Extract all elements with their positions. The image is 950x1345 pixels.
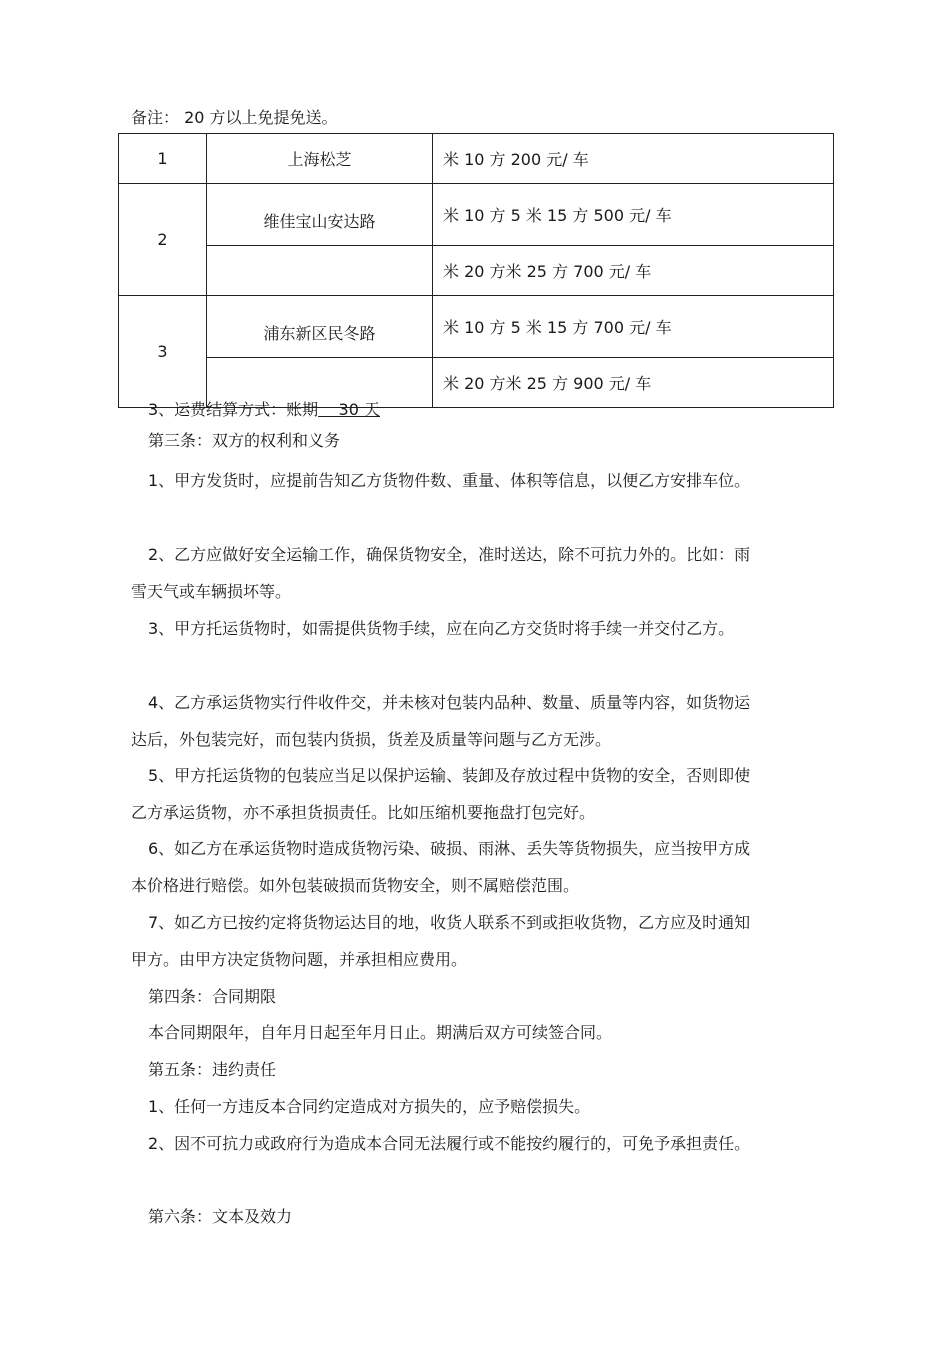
location-cell: 上海松芝: [207, 134, 433, 184]
rate-cell: 米 20 方米 25 方 900 元/ 车: [433, 358, 834, 408]
article-3-item-7: 7、如乙方已按约定将货物运达目的地，收货人联系不到或拒收货物，乙方应及时通知甲方。由甲方决定货物问题，并承担相应费用。: [131, 913, 751, 969]
row-number: 1: [119, 134, 207, 184]
table-row: [119, 134, 834, 184]
location-cell: 浦东新区民冬路: [207, 296, 433, 358]
rate-cell: 米 10 方 5 米 15 方 500 元/ 车: [433, 184, 834, 246]
article-6-title: 第六条：文本及效力: [148, 1207, 293, 1226]
table-row: [119, 246, 834, 296]
article-3-item-2: 2、乙方应做好安全运输工作，确保货物安全，准时送达，除不可抗力外的。比如：雨雪天气或车辆损坏等。: [131, 545, 751, 601]
article-3-item-1: 1、甲方发货时，应提前告知乙方货物件数、重量、体积等信息，以便乙方安排车位。: [148, 471, 751, 490]
settlement-label: 3、运费结算方式：账期: [148, 400, 319, 419]
article-5-item-1: 1、任何一方违反本合同约定造成对方损失的，应予赔偿损失。: [148, 1097, 591, 1116]
freight-rate-table: [118, 133, 834, 408]
remark-note: 备注： 20 方以上免提免送。: [131, 108, 338, 127]
table-row: [119, 296, 834, 358]
article-3-item-5: 5、甲方托运货物的包装应当足以保护运输、装卸及存放过程中货物的安全，否则即使乙方承运货物，亦不承担货损责任。比如压缩机要拖盘打包完好。: [131, 766, 751, 822]
article-4-title: 第四条：合同期限: [148, 987, 277, 1006]
article-5-item-2: 2、因不可抗力或政府行为造成本合同无法履行或不能按约履行的，可免予承担责任。: [148, 1134, 751, 1153]
article-3-item-3: 3、甲方托运货物时，如需提供货物手续，应在向乙方交货时将手续一并交付乙方。: [148, 619, 735, 638]
rate-cell: 米 20 方米 25 方 700 元/ 车: [433, 246, 834, 296]
row-number: 3: [119, 296, 207, 408]
table-row: [119, 184, 834, 246]
article-3-title: 第三条：双方的权利和义务: [148, 431, 341, 450]
article-3-item-4: 4、乙方承运货物实行件收件交，并未核对包装内品种、数量、质量等内容，如货物运达后，外包装完好，而包装内货损，货差及质量等问题与乙方无涉。: [131, 693, 751, 749]
rate-cell: 米 10 方 200 元/ 车: [433, 134, 834, 184]
location-cell: [207, 246, 433, 296]
article-5-title: 第五条：违约责任: [148, 1060, 277, 1079]
article-4-body: 本合同期限年，自年月日起至年月日止。期满后双方可续签合同。: [148, 1023, 613, 1042]
row-number: 2: [119, 184, 207, 296]
article-3-item-6: 6、如乙方在承运货物时造成货物污染、破损、雨淋、丢失等货物损失，应当按甲方成本价格进行赔偿。如外包装破损而货物安全，则不属赔偿范围。: [131, 839, 751, 895]
rate-cell: 米 10 方 5 米 15 方 700 元/ 车: [433, 296, 834, 358]
location-cell: 维佳宝山安达路: [207, 184, 433, 246]
settlement-period: 30 天: [318, 400, 380, 419]
